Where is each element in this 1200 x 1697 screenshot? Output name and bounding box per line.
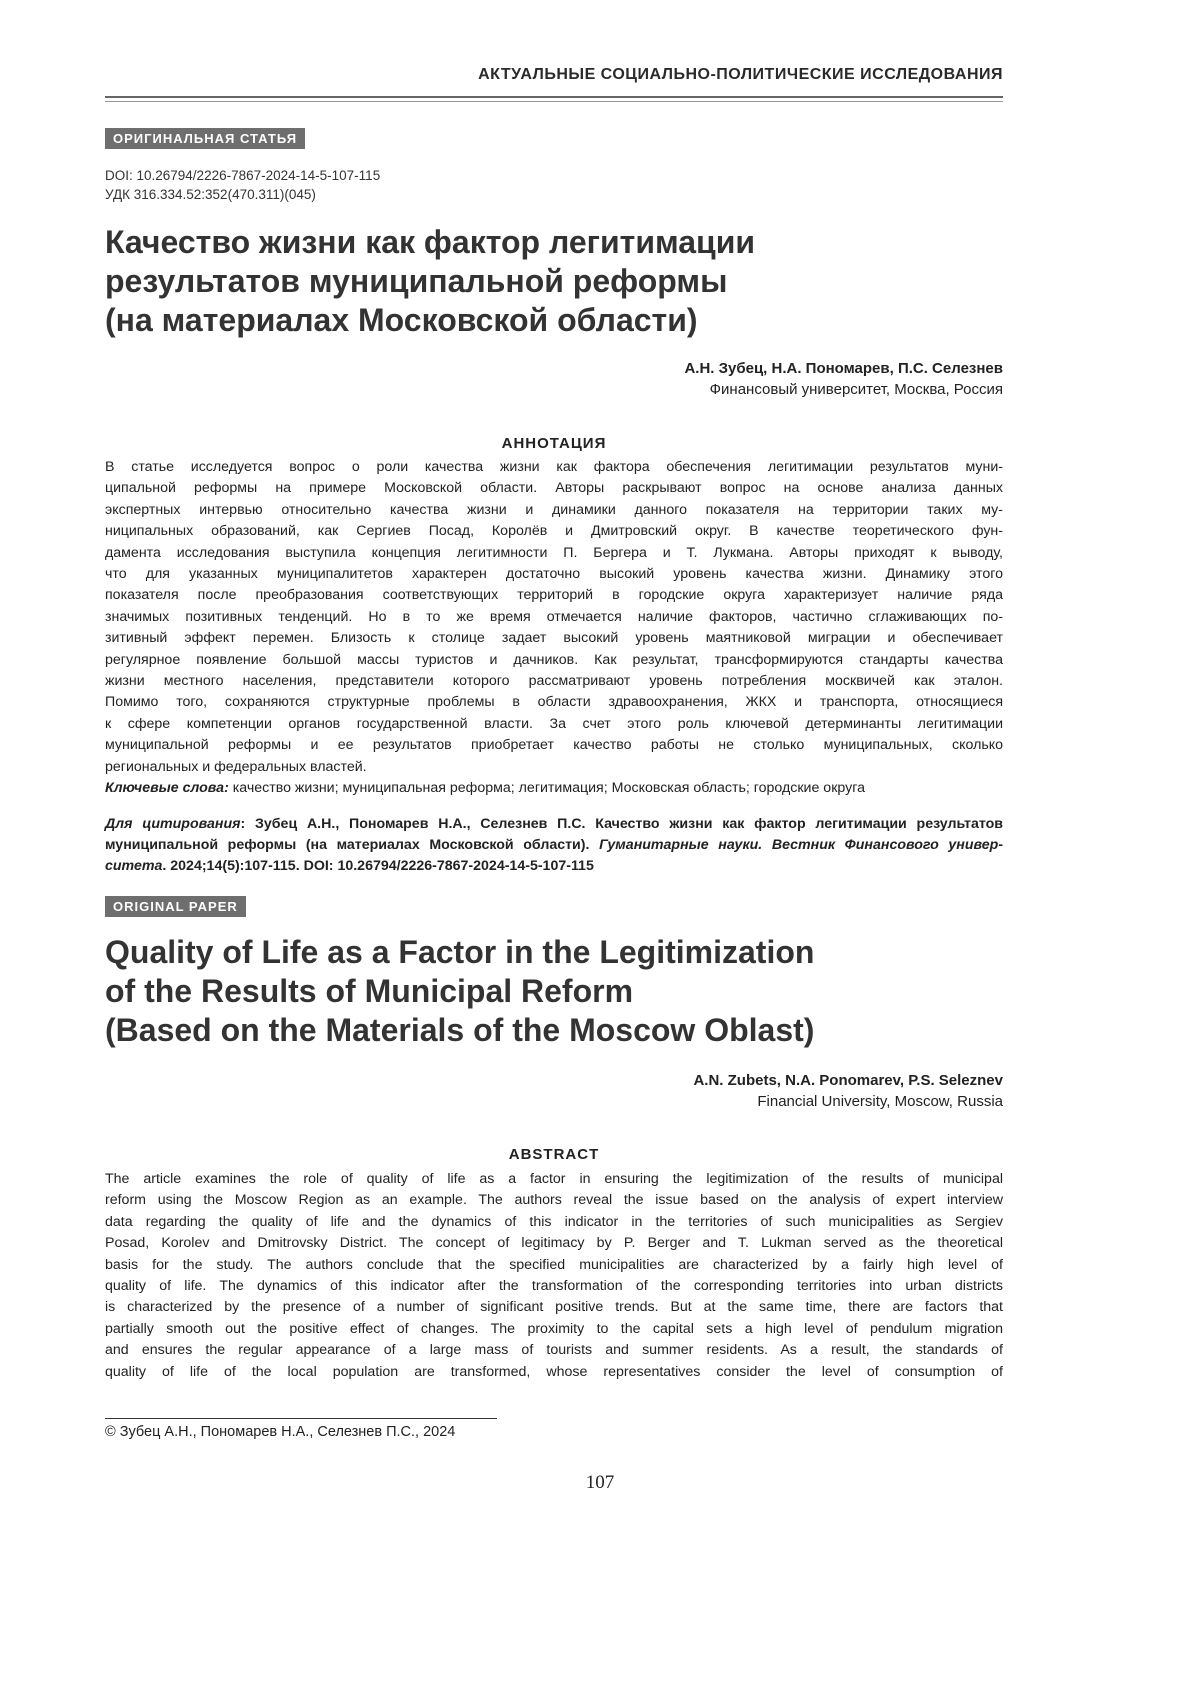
abstract-ru xyxy=(105,457,1003,778)
abstract-en xyxy=(105,1169,1003,1383)
abstract-line: к сфере компетенции органов государственной власти. За счет этого роль ключевой детерминанты легитимации xyxy=(105,714,1003,735)
running-head: АКТУАЛЬНЫЕ СОЦИАЛЬНО-ПОЛИТИЧЕСКИЕ ИССЛЕДОВАНИЯ xyxy=(478,66,1003,84)
abstract-line: data regarding the quality of life and the dynamics of this indicator in the territories of such municipalities as Sergiev xyxy=(105,1212,1003,1233)
abstract-line: and ensures the regular appearance of a large mass of tourists and summer residents. As a result, the standards of xyxy=(105,1340,1003,1361)
title-line: (Based on the Materials of the Moscow Oblast) xyxy=(105,1011,814,1050)
citation-ru xyxy=(105,814,1003,877)
title-en xyxy=(105,933,814,1050)
authors-ru xyxy=(684,358,1003,400)
abstract-line: регулярное появление большой массы туристов и дачников. Как результат, трансформируются стандарты качества xyxy=(105,650,1003,671)
abstract-line: quality of life. The dynamics of this indicator after the transformation of the corresponding territories into urban districts xyxy=(105,1276,1003,1297)
author-names: A.N. Zubets, N.A. Ponomarev, P.S. Seleznev xyxy=(693,1070,1003,1091)
abstract-line: basis for the study. The authors conclude that the specified municipalities are characterized by a fairly high level of xyxy=(105,1255,1003,1276)
abstract-line: В статье исследуется вопрос о роли качества жизни как фактора обеспечения легитимации результатов муни- xyxy=(105,457,1003,478)
affiliation: Financial University, Moscow, Russia xyxy=(693,1091,1003,1112)
abstract-line: зитивный эффект перемен. Близость к столице задает высокий уровень маятниковой миграции и обеспечивает xyxy=(105,628,1003,649)
author-names: А.Н. Зубец, Н.А. Пономарев, П.С. Селезнев xyxy=(684,358,1003,379)
abstract-line: Помимо того, сохраняются структурные проблемы в области здравоохранения, ЖКХ и транспорта, относящиеся xyxy=(105,692,1003,713)
abstract-line: региональных и федеральных властей. xyxy=(105,757,1003,778)
affiliation: Финансовый университет, Москва, Россия xyxy=(684,379,1003,400)
abstract-heading-ru: АННОТАЦИЯ xyxy=(105,435,1003,452)
abstract-line: partially smooth out the positive effect of changes. The proximity to the capital sets a high level of pendulum migration xyxy=(105,1319,1003,1340)
cite-label: Для цитирования xyxy=(105,816,241,832)
abstract-line: ципальной реформы на примере Московской области. Авторы раскрывают вопрос на основе анализа данных xyxy=(105,478,1003,499)
abstract-line: жизни местного населения, представители которого рассматривают уровень потребления москвичей как эталон. xyxy=(105,671,1003,692)
abstract-line: Posad, Korolev and Dmitrovsky District. The concept of legitimacy by P. Berger and T. Lukman served as the theoretical xyxy=(105,1233,1003,1254)
abstract-heading-en: ABSTRACT xyxy=(105,1146,1003,1163)
title-line: результатов муниципальной реформы xyxy=(105,262,755,301)
title-line: Качество жизни как фактор легитимации xyxy=(105,223,755,262)
cite-journal: Гуманитарные науки. Вестник Финансового универ- xyxy=(599,837,1003,853)
footnote-rule xyxy=(105,1418,497,1419)
abstract-line: значимых позитивных тенденций. Но в то же время отмечается наличие факторов, частично сглаживающих по- xyxy=(105,607,1003,628)
abstract-line: экспертных интервью относительно качества жизни и динамики данного показателя на территории таких му- xyxy=(105,500,1003,521)
page-number: 107 xyxy=(0,1472,1200,1494)
abstract-line: что для указанных муниципалитетов характерен достаточно высокий уровень качества жизни. Динамику этого xyxy=(105,564,1003,585)
keywords-ru xyxy=(105,778,1003,799)
title-line: Quality of Life as a Factor in the Legitimization xyxy=(105,933,814,972)
abstract-line: The article examines the role of quality of life as a factor in ensuring the legitimization of the results of municipal xyxy=(105,1169,1003,1190)
keywords-label: Ключевые слова: xyxy=(105,780,229,796)
abstract-line: дамента исследования выступила концепция легитимности П. Бергера и Т. Лукмана. Авторы приходят к выводу, xyxy=(105,543,1003,564)
paper-page xyxy=(0,0,1200,1697)
cite-text: . 2024;14(5):107-115. DOI: 10.26794/2226-7867-2024-14-5-107-115 xyxy=(162,858,593,874)
cite-text: : Зубец А.Н., Пономарев Н.А., Селезнев П.С. Качество жизни как фактор легитимации результатов xyxy=(241,816,1003,832)
copyright-footnote: © Зубец А.Н., Пономарев Н.А., Селезнев П.С., 2024 xyxy=(105,1424,455,1440)
udk: УДК 316.334.52:352(470.311)(045) xyxy=(105,185,380,204)
authors-en xyxy=(693,1070,1003,1112)
cite-text: муниципальной реформы (на материалах Московской области). xyxy=(105,837,599,853)
header-rule xyxy=(105,96,1003,102)
doi: DOI: 10.26794/2226-7867-2024-14-5-107-115 xyxy=(105,166,380,185)
doi-udk xyxy=(105,166,380,204)
title-ru xyxy=(105,223,755,340)
abstract-line: муниципальной реформы и ее результатов приобретает качество работы не столько муниципальных, сколько xyxy=(105,735,1003,756)
article-type-badge-en: ORIGINAL PAPER xyxy=(105,896,246,917)
title-line: (на материалах Московской области) xyxy=(105,301,755,340)
abstract-line: ниципальных образований, как Сергиев Посад, Королёв и Дмитровский округ. В качестве теоретического фун- xyxy=(105,521,1003,542)
abstract-line: показателя после преобразования соответствующих территорий в городские округа характеризует наличие ряда xyxy=(105,585,1003,606)
abstract-line: reform using the Moscow Region as an example. The authors reveal the issue based on the analysis of expert interview xyxy=(105,1190,1003,1211)
abstract-line: quality of life of the local population are transformed, whose representatives consider the level of consumption of xyxy=(105,1362,1003,1383)
article-type-badge-ru: ОРИГИНАЛЬНАЯ СТАТЬЯ xyxy=(105,128,305,149)
title-line: of the Results of Municipal Reform xyxy=(105,972,814,1011)
cite-journal: ситета xyxy=(105,858,162,874)
abstract-line: is characterized by the presence of a number of significant positive trends. But at the same time, there are factors that xyxy=(105,1297,1003,1318)
keywords: качество жизни; муниципальная реформа; легитимация; Московская область; городские округа xyxy=(229,780,865,796)
